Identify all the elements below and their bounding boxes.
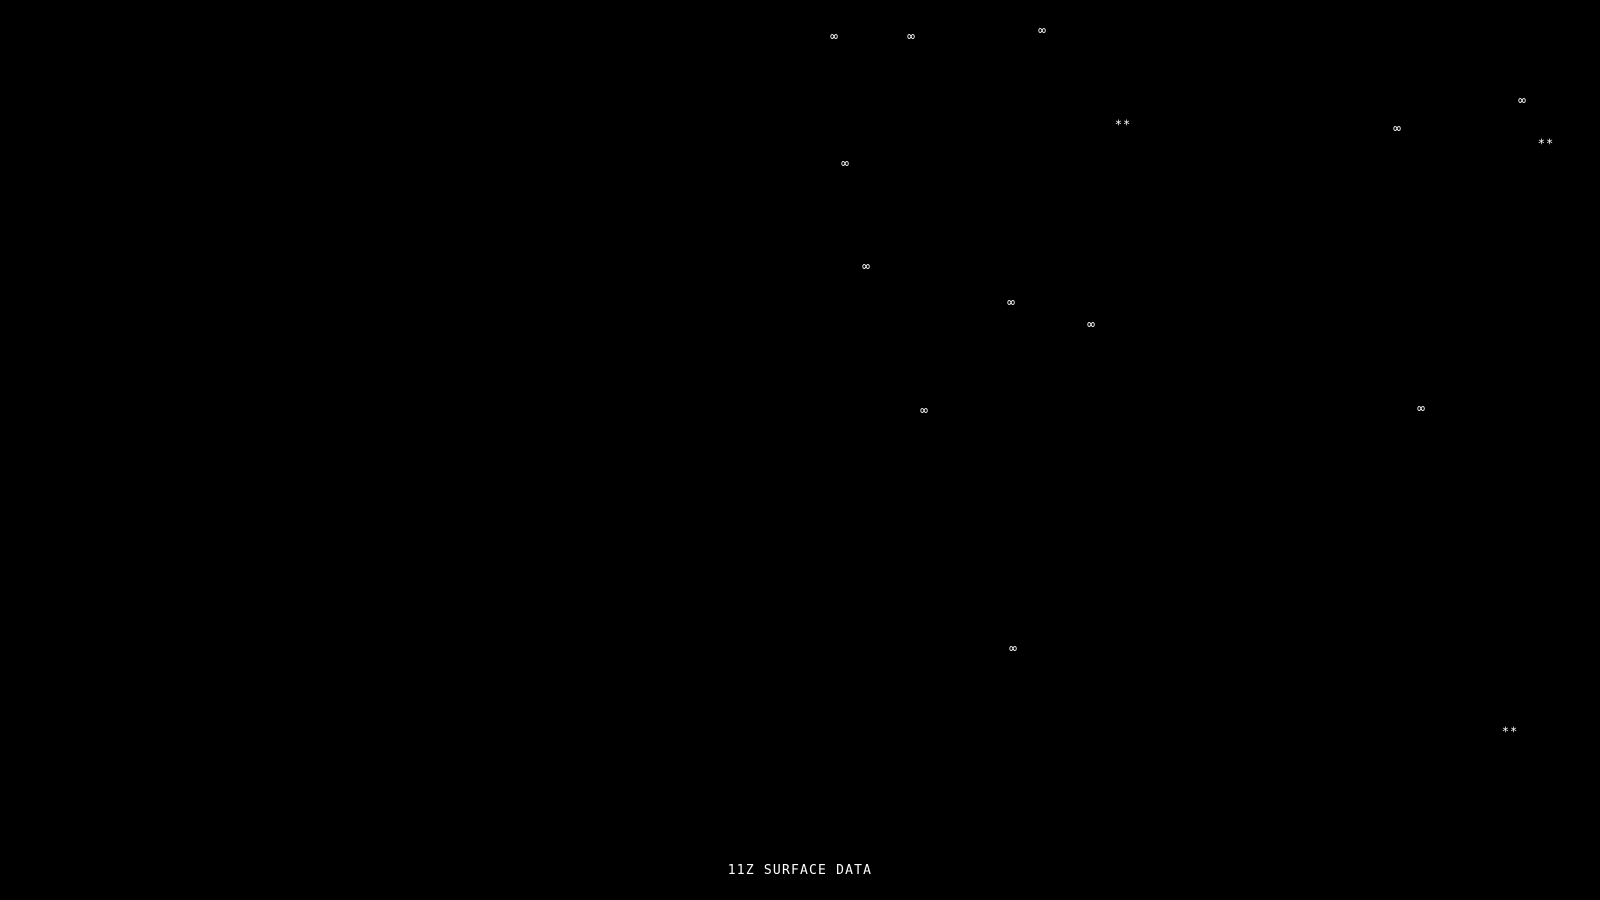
station-plot: ∞ [1007,295,1015,311]
station-plot: ∞ [841,156,849,172]
station-plot: ∞ [862,259,870,275]
station-plot: ** [1501,724,1519,739]
station-plot: ∞ [907,29,915,45]
station-plot: ∞ [1009,641,1017,657]
station-plot: ∞ [1038,23,1046,39]
station-plot: ∞ [1393,121,1401,137]
map-title: 11Z SURFACE DATA [727,863,873,878]
station-plot: ** [1537,136,1555,151]
station-plot: ∞ [830,29,838,45]
station-plot: ∞ [1417,401,1425,417]
station-plot: ∞ [1518,93,1526,109]
station-plot: ∞ [1087,317,1095,333]
station-plot: ∞ [920,403,928,419]
station-plot: ** [1114,117,1132,132]
